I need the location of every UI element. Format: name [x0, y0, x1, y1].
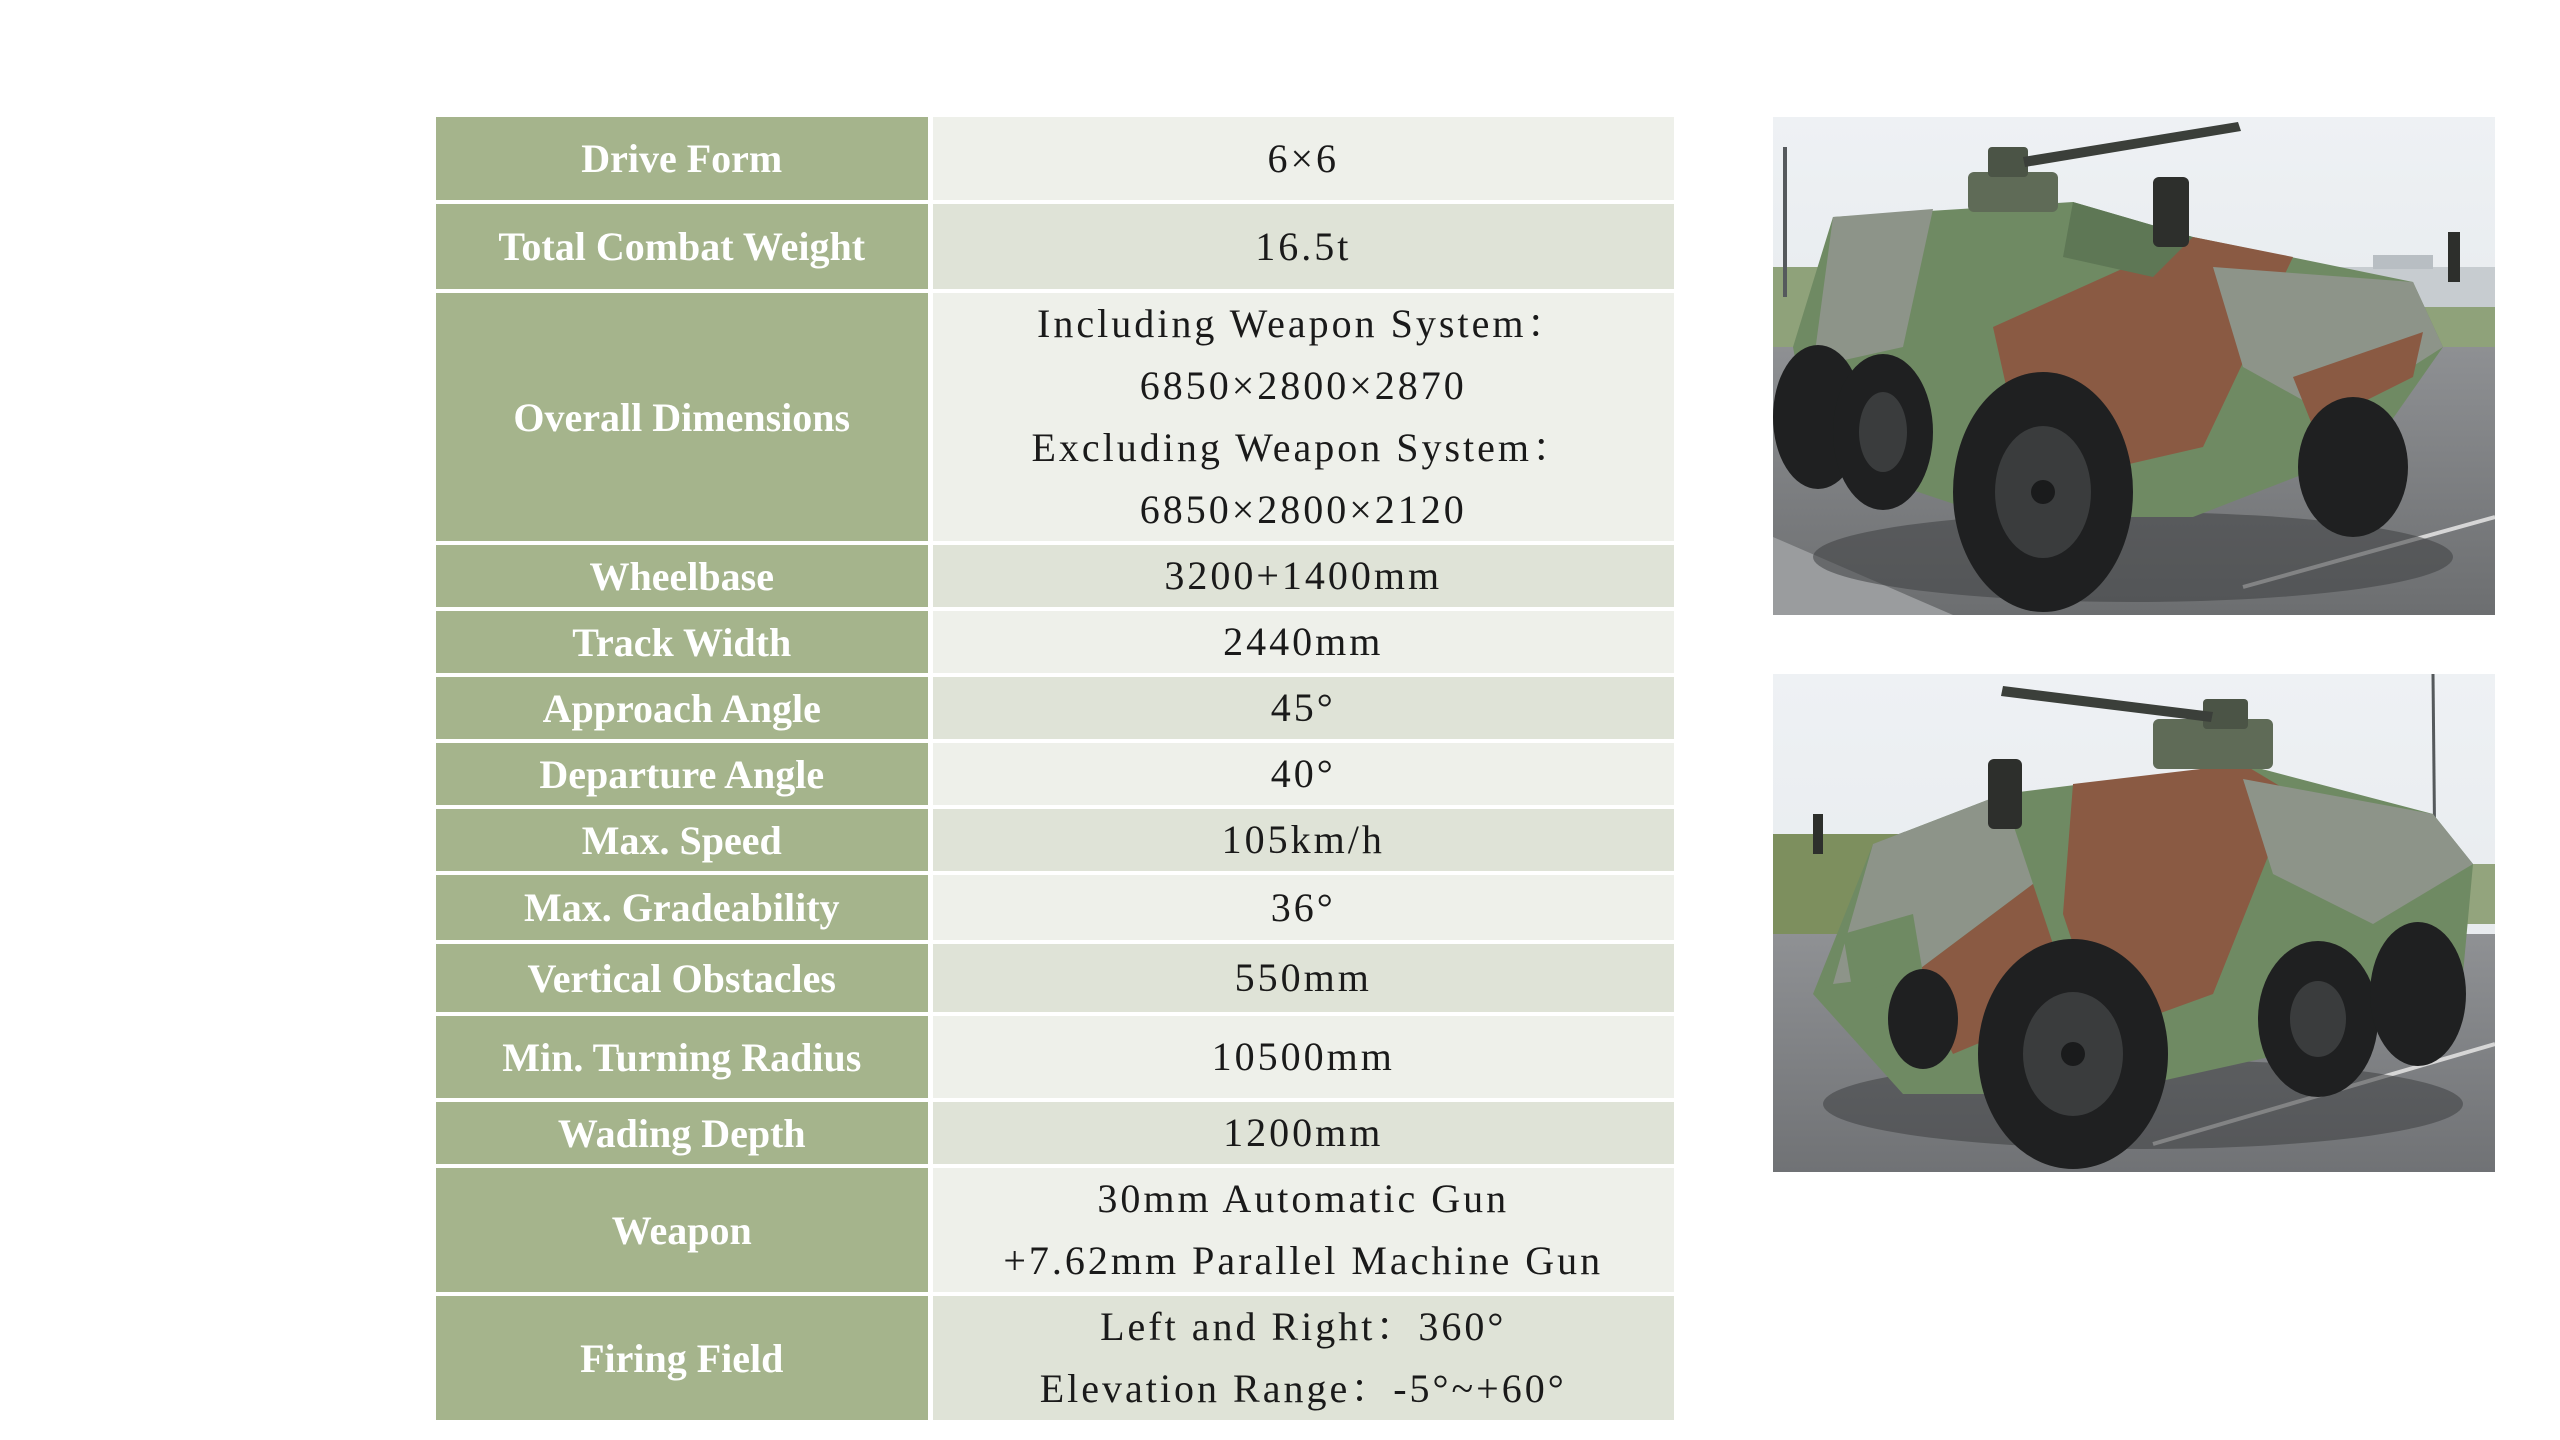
spec-value [930, 117, 1674, 202]
spec-value-line: 6850×2800×2870 [1139, 363, 1467, 408]
vehicle-illustration [1773, 674, 2495, 1172]
spec-label: Weapon [436, 1166, 930, 1294]
table-row [436, 543, 1674, 609]
spec-label: Wheelbase [436, 543, 930, 609]
spec-label: Total Combat Weight [436, 202, 930, 291]
spec-value [930, 807, 1674, 873]
spec-value [930, 1294, 1674, 1420]
spec-table-body [436, 117, 1674, 1420]
spec-value [930, 675, 1674, 741]
spec-value-line: Including Weapon System： [1037, 301, 1570, 346]
spec-value-line: 16.5t [1255, 223, 1352, 269]
spec-value-line: 6×6 [1267, 135, 1340, 181]
spec-value-line: Elevation Range：-5°~+60° [1039, 1366, 1567, 1411]
table-row [436, 291, 1674, 543]
spec-label: Overall Dimensions [436, 291, 930, 543]
table-row [436, 675, 1674, 741]
spec-label: Track Width [436, 609, 930, 675]
spec-value-line: 1200mm [1223, 1110, 1384, 1155]
spec-value-line: Left and Right：360° [1100, 1304, 1507, 1349]
spec-value-line: 30mm Automatic Gun [1097, 1176, 1510, 1221]
spec-value-line: 550mm [1234, 955, 1372, 1000]
spec-table [436, 117, 1674, 1420]
spec-label: Departure Angle [436, 741, 930, 807]
vehicle-illustration [1773, 117, 2495, 615]
spec-label: Wading Depth [436, 1100, 930, 1166]
table-row [436, 942, 1674, 1014]
spec-value [930, 543, 1674, 609]
spec-label: Vertical Obstacles [436, 942, 930, 1014]
table-row [436, 1294, 1674, 1420]
spec-value-line: +7.62mm Parallel Machine Gun [1003, 1238, 1604, 1283]
table-row [436, 1166, 1674, 1294]
spec-value [930, 1014, 1674, 1100]
spec-value [930, 202, 1674, 291]
spec-value [930, 291, 1674, 543]
spec-value [930, 873, 1674, 942]
spec-value-line: 6850×2800×2120 [1139, 487, 1467, 532]
spec-value-line: 105km/h [1221, 817, 1385, 862]
spec-label: Firing Field [436, 1294, 930, 1420]
spec-value [930, 942, 1674, 1014]
table-row [436, 609, 1674, 675]
spec-value [930, 1166, 1674, 1294]
spec-value-line: 36° [1270, 884, 1336, 930]
vehicle-photo-front-right [1773, 117, 2495, 615]
vehicle-photo-front-left [1773, 674, 2495, 1172]
spec-value-line: 40° [1270, 751, 1336, 796]
table-row [436, 202, 1674, 291]
table-row [436, 873, 1674, 942]
spec-label: Drive Form [436, 117, 930, 202]
spec-value-line: 3200+1400mm [1164, 553, 1443, 598]
spec-value-line: Excluding Weapon System： [1031, 425, 1576, 470]
table-row [436, 807, 1674, 873]
spec-label: Approach Angle [436, 675, 930, 741]
table-row [436, 1100, 1674, 1166]
table-row [436, 741, 1674, 807]
spec-value-line: 2440mm [1223, 619, 1384, 664]
spec-label: Max. Speed [436, 807, 930, 873]
spec-value [930, 1100, 1674, 1166]
table-row [436, 117, 1674, 202]
spec-value [930, 609, 1674, 675]
spec-label: Min. Turning Radius [436, 1014, 930, 1100]
table-row [436, 1014, 1674, 1100]
spec-value [930, 741, 1674, 807]
spec-value-line: 45° [1270, 685, 1336, 730]
spec-label: Max. Gradeability [436, 873, 930, 942]
spec-value-line: 10500mm [1211, 1034, 1395, 1079]
